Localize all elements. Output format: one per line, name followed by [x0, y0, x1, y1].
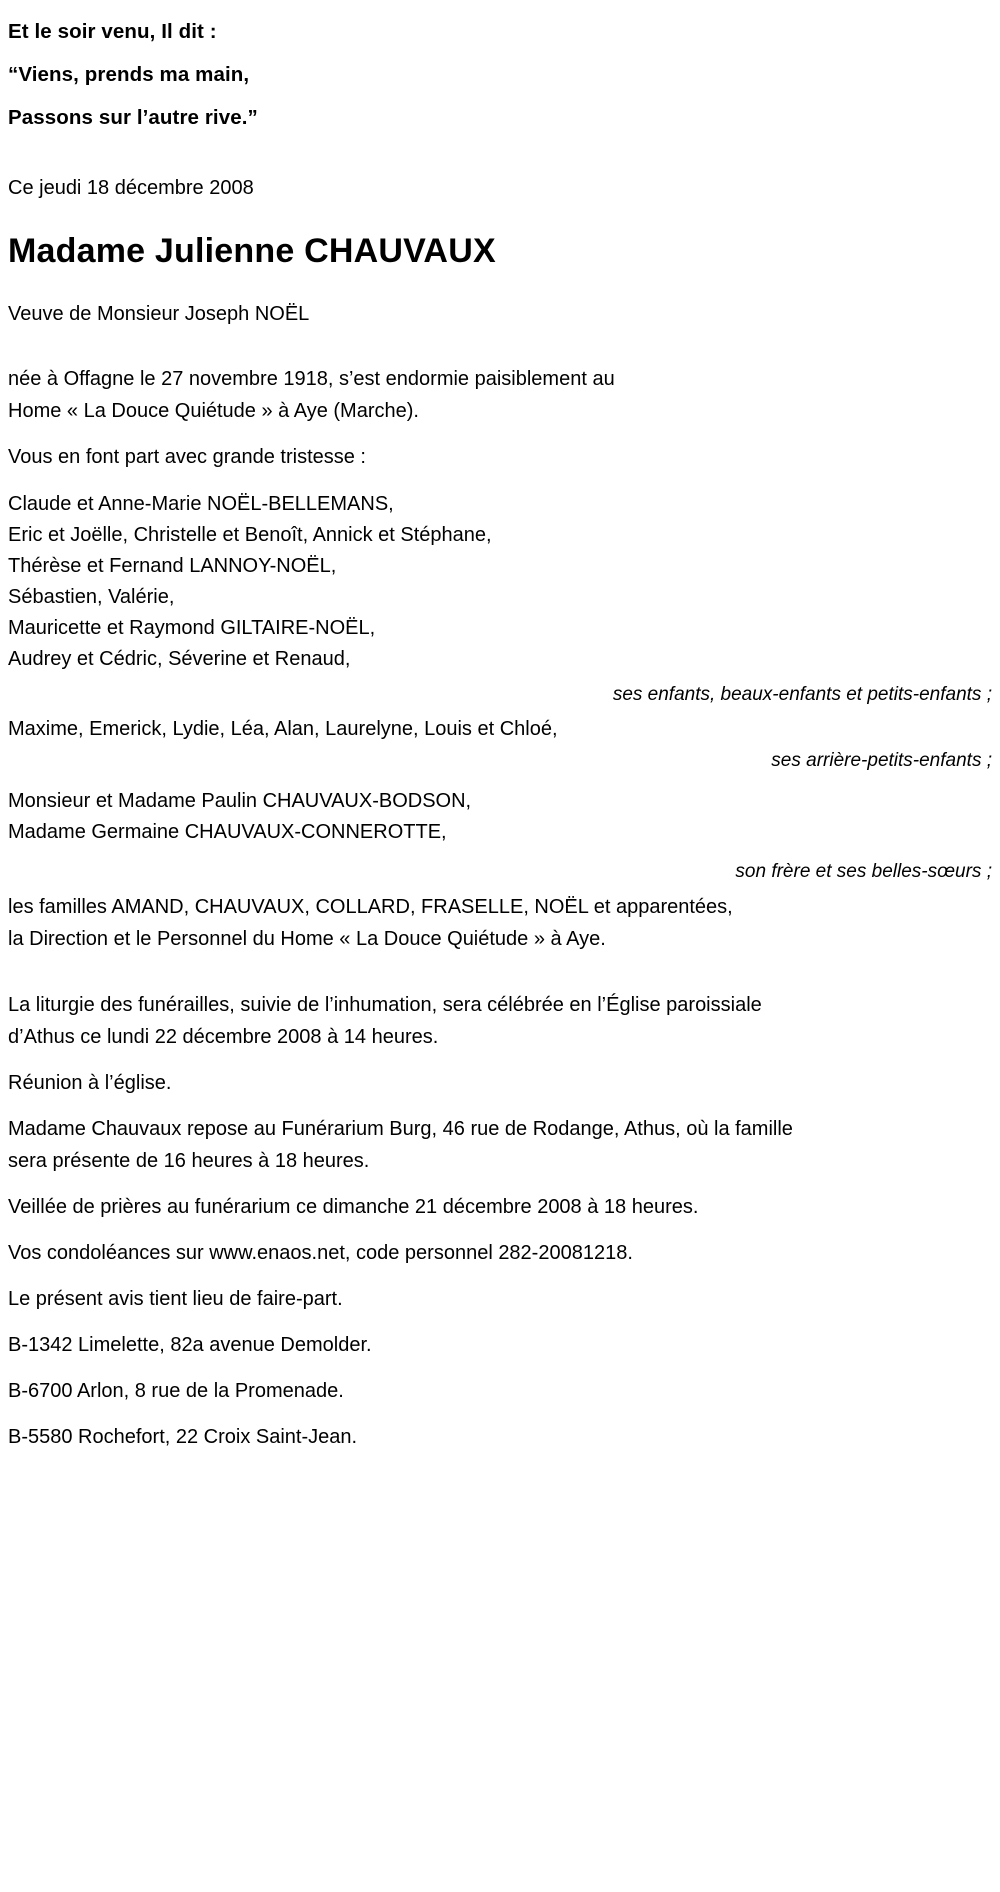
- service-paragraph: [8, 989, 828, 1053]
- announce-intro: Vous en font part avec grande tristesse :: [8, 446, 366, 468]
- family-name-line: Monsieur et Madame Paulin CHAUVAUX-BODSON,: [8, 790, 472, 812]
- death-place-line: Home « La Douce Quiétude » à Aye (Marche).: [8, 400, 419, 422]
- family-name-line: Madame Germaine CHAUVAUX-CONNEROTTE,: [8, 821, 447, 843]
- spacer: [8, 1269, 992, 1283]
- spacer: [8, 1315, 992, 1329]
- family-name-line: Eric et Joëlle, Christelle et Benoît, Annick et Stéphane,: [8, 524, 492, 546]
- family-name-line: Maxime, Emerick, Lydie, Léa, Alan, Laurelyne, Louis et Chloé,: [8, 718, 558, 740]
- extended-families-line-1: les familles AMAND, CHAUVAUX, COLLARD, FRASELLE, NOËL et: [8, 896, 611, 918]
- relation-label-siblings: son frère et ses belles-sœurs ;: [735, 861, 992, 882]
- repose-paragraph: [8, 1113, 828, 1177]
- spacer: [8, 955, 992, 989]
- deceased-name: Madame Julienne CHAUVAUX: [8, 232, 496, 270]
- spacer: [8, 473, 992, 489]
- spacer: [8, 776, 992, 786]
- epitaph-line-1: Et le soir venu, Il dit :: [8, 20, 217, 43]
- address-line: B-5580 Rochefort, 22 Croix Saint-Jean.: [8, 1426, 358, 1448]
- spacer: [8, 1177, 992, 1191]
- spacer: [8, 1099, 992, 1113]
- family-group-siblings: [8, 786, 992, 848]
- epitaph-line-2: “Viens, prends ma main,: [8, 63, 250, 86]
- repose-line-2: Athus, où la famille sera présente de 16 heures à 18 heures.: [8, 1118, 793, 1172]
- faire-part-line: Le présent avis tient lieu de faire-part.: [8, 1288, 343, 1310]
- spacer: [8, 1223, 992, 1237]
- spacer: [8, 329, 992, 363]
- epitaph-block: [8, 10, 992, 139]
- spacer: [8, 1053, 992, 1067]
- spacer: [8, 1407, 992, 1421]
- epitaph-line-3: Passons sur l’autre rive.”: [8, 106, 258, 129]
- family-name-line: Audrey et Cédric, Séverine et Renaud,: [8, 648, 351, 670]
- vigil-line-2: heures.: [631, 1196, 699, 1218]
- repose-line-1: Madame Chauvaux repose au Funérarium Burg, 46 rue de Rodange,: [8, 1118, 620, 1140]
- family-name-line: Mauricette et Raymond GILTAIRE-NOËL,: [8, 617, 376, 639]
- vigil-line-1: Veillée de prières au funérarium ce dimanche 21 décembre 2008 à 18: [8, 1196, 627, 1218]
- extended-families-line-2: apparentées,: [615, 896, 733, 918]
- spacer: [8, 203, 992, 229]
- condolences-line: Vos condoléances sur www.enaos.net, code personnel 282-20081218.: [8, 1242, 633, 1264]
- service-line-1: La liturgie des funérailles, suivie de l’inhumation, sera célébrée en l’Église: [8, 994, 661, 1016]
- relation-label-children: ses enfants, beaux-enfants et petits-enfants ;: [612, 684, 992, 705]
- family-name-line: Thérèse et Fernand LANNOY-NOËL,: [8, 555, 337, 577]
- spacer: [8, 1361, 992, 1375]
- relation-label-great-grandchildren: ses arrière-petits-enfants ;: [771, 750, 992, 771]
- gathering-line: Réunion à l’église.: [8, 1072, 172, 1094]
- birth-and-death-paragraph: [8, 363, 708, 427]
- family-name-line: Claude et Anne-Marie NOËL-BELLEMANS,: [8, 493, 394, 515]
- spacer: [8, 273, 992, 299]
- address-line: B-1342 Limelette, 82a avenue Demolder.: [8, 1334, 372, 1356]
- spacer: [8, 848, 992, 856]
- family-group-great-grandchildren: [8, 714, 992, 745]
- announcement-date: Ce jeudi 18 décembre 2008: [8, 177, 254, 199]
- home-staff-line: la Direction et le Personnel du Home « La Douce Quiétude » à Aye.: [8, 928, 606, 950]
- spacer: [8, 427, 992, 441]
- birth-line: née à Offagne le 27 novembre 1918, s’est endormie paisiblement au: [8, 368, 615, 390]
- address-line: B-6700 Arlon, 8 rue de la Promenade.: [8, 1380, 344, 1402]
- spouse-line: Veuve de Monsieur Joseph NOËL: [8, 303, 310, 325]
- spacer: [8, 139, 992, 173]
- family-name-line: Sébastien, Valérie,: [8, 586, 175, 608]
- family-group-children: [8, 489, 992, 675]
- extended-families: [8, 891, 828, 923]
- vigil-paragraph: [8, 1191, 828, 1223]
- service-line-2: paroissiale d’Athus ce lundi 22 décembre 2008 à 14 heures.: [8, 994, 762, 1048]
